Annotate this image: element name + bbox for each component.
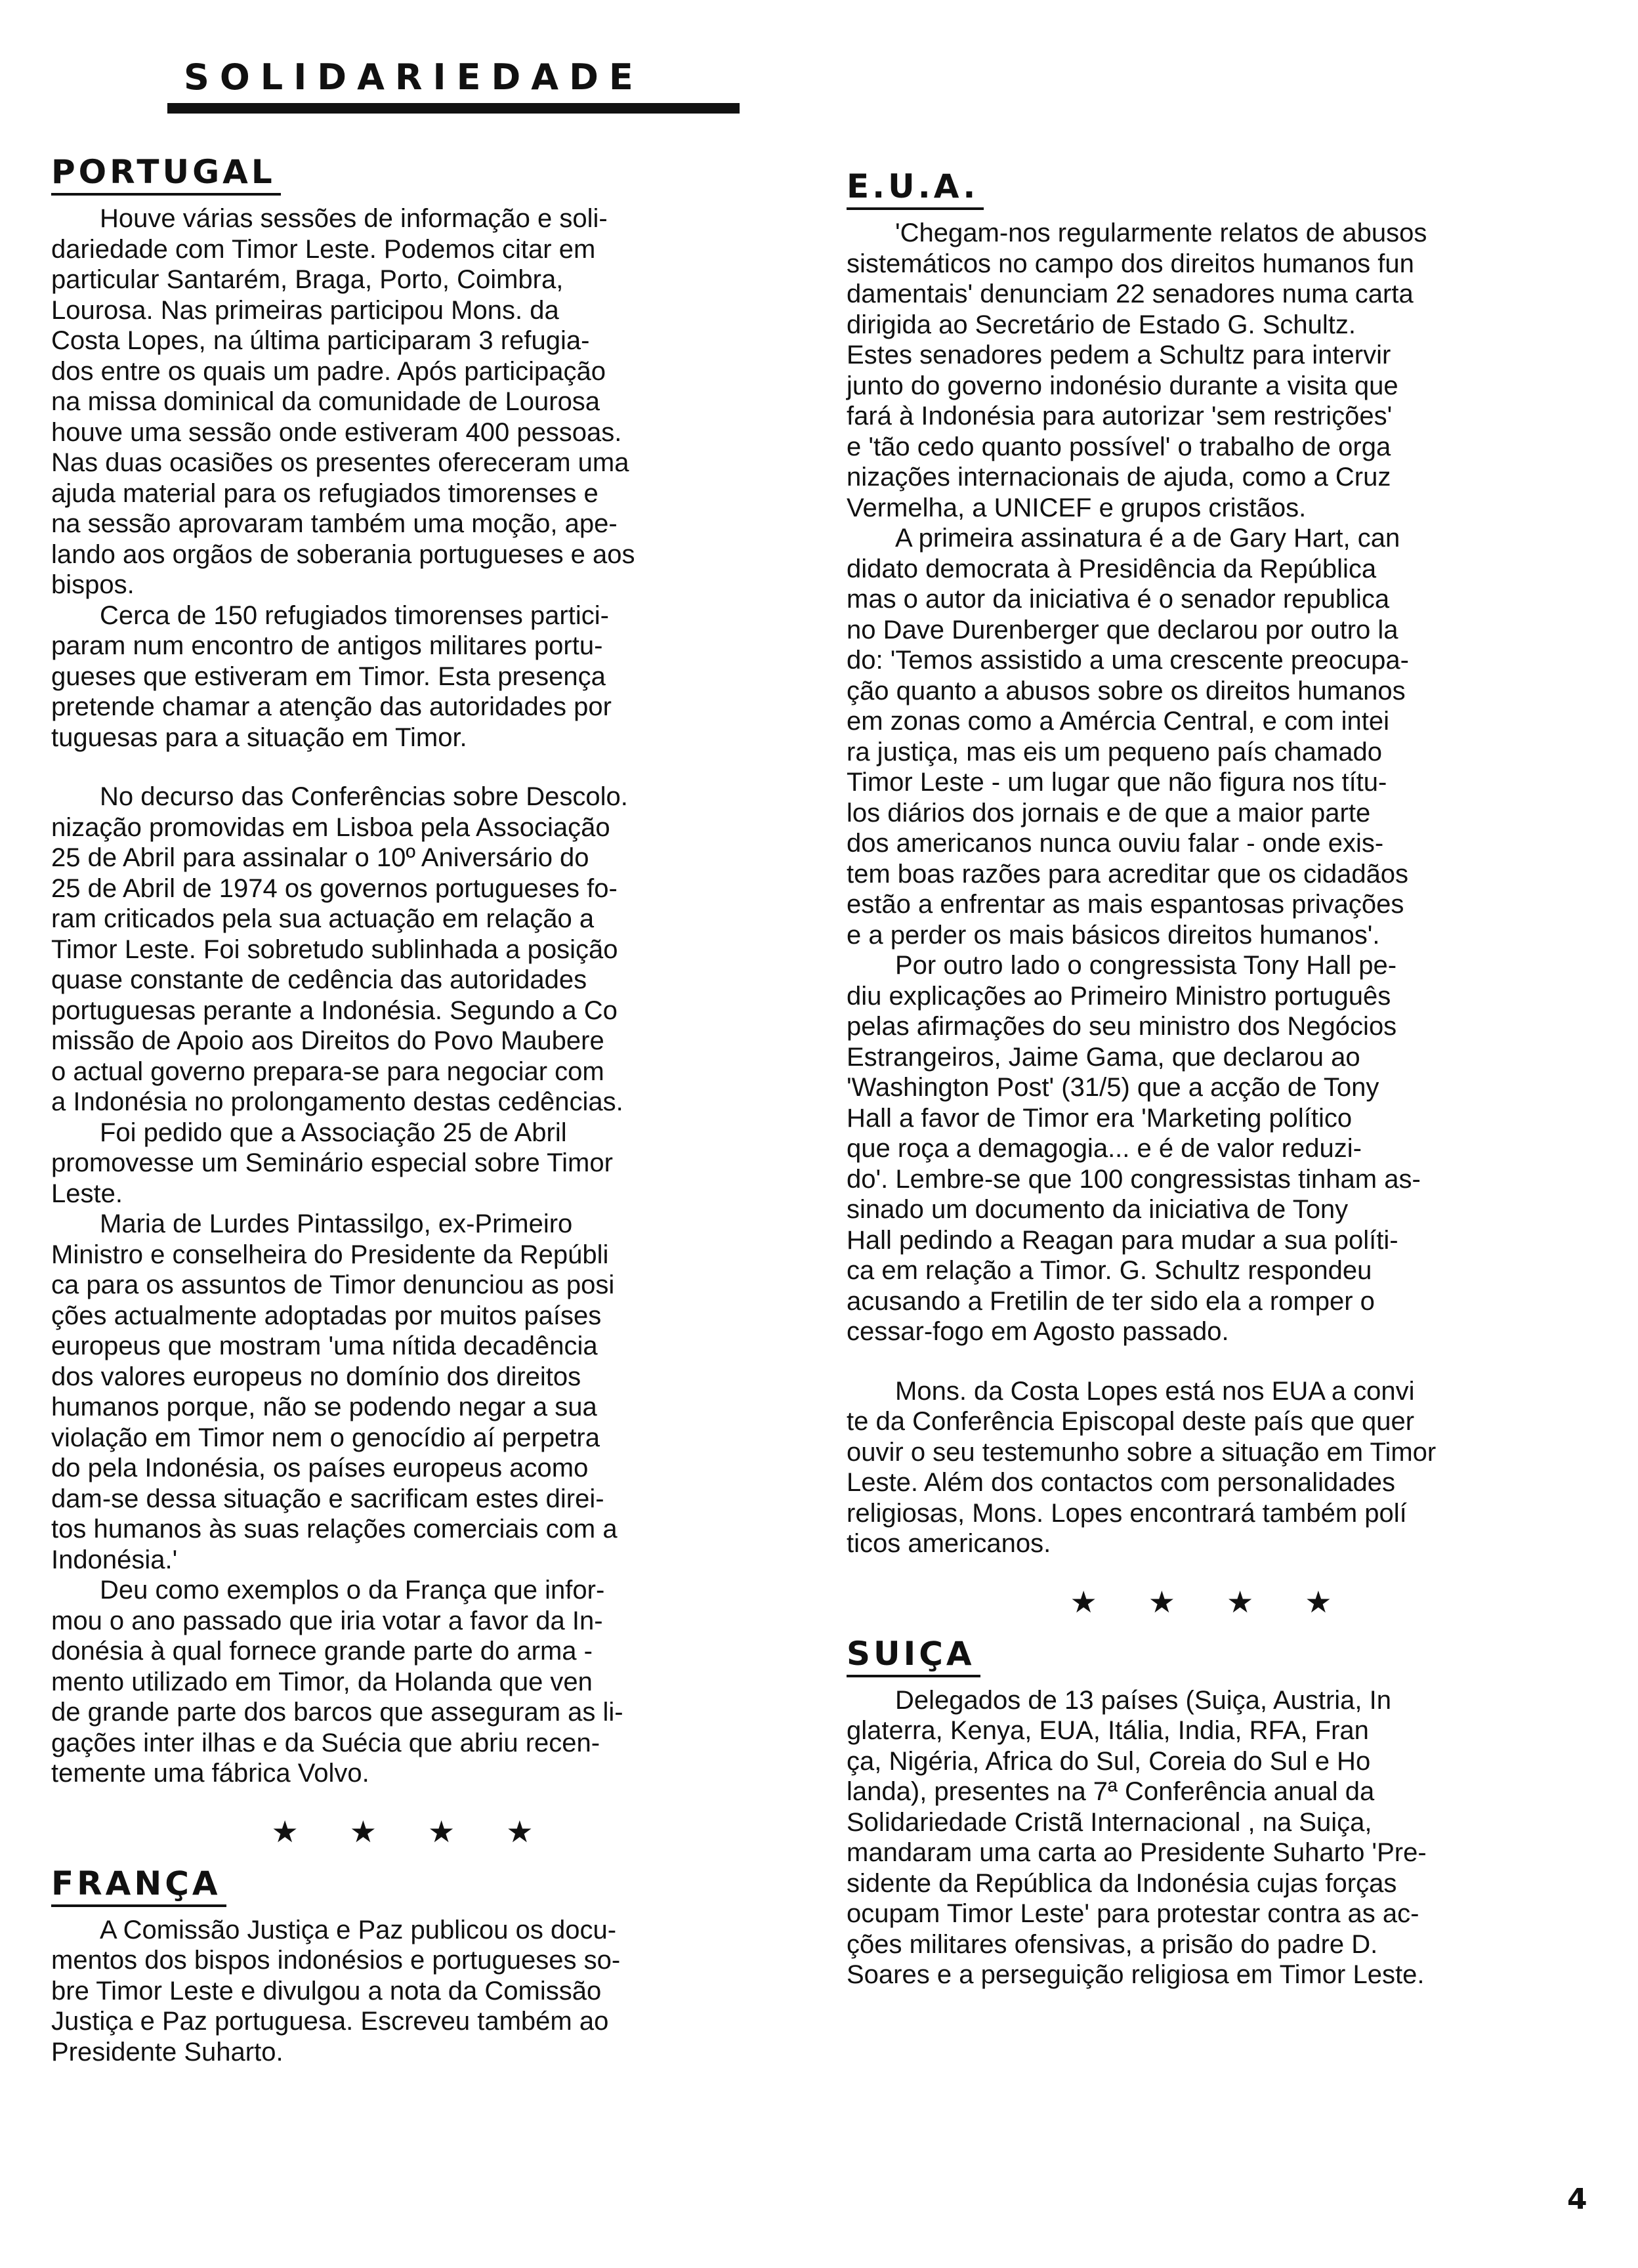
- star-icon: ★: [428, 1814, 455, 1849]
- paragraph: Deu como exemplos o da França que infor- mou o ano passado que iria votar a favor da In- donésia à qual fornece grande parte do arma - mento utilizado em Timor, da Holanda que ven de grande parte dos barcos que asseguram as li- gações inter ilhas e da Suécia que abriu recen- temente uma fábrica Volvo.: [51, 1576, 623, 1788]
- paragraph: 'Chegam-nos regularmente relatos de abusos sistemáticos no campo dos direitos humanos fun damentais' denunciam 22 senadores numa carta dirigida ao Secretário de Estado G. Schultz. Estes senadores pedem a Schultz para intervir junto do governo indonésio durante a visita que fará à Indonésia para autorizar 'sem restrições' e 'tão cedo quanto possível' o trabalho de orga nizações internacionais de ajuda, como a Cruz Vermelha, a UNICEF e grupos cristãos.: [847, 219, 1427, 522]
- star-icon: ★: [1227, 1584, 1254, 1619]
- section-suica: [847, 1634, 1555, 1990]
- paragraph: No decurso das Conferências sobre Descolo. nização promovidas em Lisboa pela Associação 25 de Abril para assinalar o 10º Aniversário do 25 de Abril de 1974 os governos portugueses fo- ram criticados pela sua actuação em relação a Timor Leste. Foi sobretudo sublinhada a posição quase constante de cedência das autoridades portuguesas perante a Indonésia. Segundo a Co missão de Apoio aos Direitos do Povo Maubere o actual governo prepara-se para negociar com a Indonésia no prolongamento destas cedências.: [51, 782, 628, 1116]
- star-icon: ★: [271, 1814, 299, 1849]
- section-franca: [51, 1864, 753, 2068]
- left-column: [51, 152, 753, 2067]
- section-heading-suica: SUIÇA: [847, 1634, 980, 1677]
- star-separator: [847, 1586, 1555, 1618]
- right-column: [847, 167, 1555, 1990]
- star-icon: ★: [1070, 1584, 1097, 1619]
- star-separator: [51, 1815, 753, 1848]
- section-heading-eua: E.U.A.: [847, 167, 984, 210]
- paragraph: Maria de Lurdes Pintassilgo, ex-Primeiro Ministro e conselheira do Presidente da Repúbli ca para os assuntos de Timor denunciou as posi ções actualmente adoptadas por muitos países europeus que mostram 'uma nítida decadência dos valores europeus no domínio dos direitos humanos porque, não se podendo negar a sua violação em Timor nem o genocídio aí perpetra do pela Indonésia, os países europeus acomo dam-se dessa situação e sacrificam estes direi- tos humanos às suas relações comerciais com a Indonésia.': [51, 1209, 618, 1574]
- paragraph: Mons. da Costa Lopes está nos EUA a convi te da Conferência Episcopal deste país que quer ouvir o seu testemunho sobre a situação em Timor Leste. Além dos contactos com personalidades religiosas, Mons. Lopes encontrará também polí ticos americanos.: [847, 1376, 1437, 1558]
- star-icon: ★: [1148, 1584, 1175, 1619]
- paragraph: Delegados de 13 países (Suiça, Austria, In glaterra, Kenya, EUA, Itália, India, RFA, Fran ça, Nigéria, Africa do Sul, Coreia do Sul e Ho landa), presentes na 7ª Conferência anual da Solidariedade Cristã Internacional , na Suiça, mandaram uma carta ao Presidente Suharto 'Pre- sidente da República da Indonésia cujas forças ocupam Timor Leste' para protestar contra as ac- ções militares ofensivas, a prisão do padre D. Soares e a perseguição religiosa em Timor Leste.: [847, 1685, 1427, 1989]
- star-icon: ★: [349, 1814, 377, 1849]
- paragraph: Foi pedido que a Associação 25 de Abril promovesse um Seminário especial sobre Timor Leste.: [51, 1118, 613, 1208]
- paragraph: Houve várias sessões de informação e soli- dariedade com Timor Leste. Podemos citar em particular Santarém, Braga, Porto, Coimbra, Lourosa. Nas primeiras participou Mons. da Costa Lopes, na última participaram 3 refugia- dos entre os quais um padre. Após participação na missa dominical da comunidade de Lourosa houve uma sessão onde estiveram 400 pessoas. Nas duas ocasiões os presentes ofereceram uma ajuda material para os refugiados timorenses e na sessão aprovaram também uma moção, ape- lando aos orgãos de soberania portugueses e aos bispos.: [51, 204, 635, 599]
- paragraph: A primeira assinatura é a de Gary Hart, can didato democrata à Presidência da República mas o autor da iniciativa é o senador republica no Dave Durenberger que declarou por outro la do: 'Temos assistido a uma crescente preocupa- ção quanto a abusos sobre os direitos humanos em zonas como a Amércia Central, e com intei ra justiça, mas eis um pequeno país chamado Timor Leste - um lugar que não figura nos títu- los diários dos jornais e de que a maior parte dos americanos nunca ouviu falar - onde exis- tem boas razões para acreditar que os cidadãos estão a enfrentar as mais espantosas privações e a perder os mais básicos direitos humanos'.: [847, 524, 1409, 950]
- section-heading-franca: FRANÇA: [51, 1864, 226, 1907]
- page-number: 4: [1567, 2183, 1587, 2216]
- section-eua: [847, 167, 1555, 1559]
- paragraph: Cerca de 150 refugiados timorenses partici- param num encontro de antigos militares portu- gueses que estiveram em Timor. Esta presença pretende chamar a atenção das autoridades por tuguesas para a situação em Timor.: [51, 600, 612, 752]
- star-icon: ★: [506, 1814, 534, 1849]
- masthead: [167, 58, 644, 97]
- section-heading-portugal: PORTUGAL: [51, 152, 281, 196]
- paragraph: Por outro lado o congressista Tony Hall pe- diu explicações ao Primeiro Ministro português pelas afirmações do seu ministro dos Negócios Estrangeiros, Jaime Gama, que declarou ao 'Washington Post' (31/5) que a acção de Tony Hall a favor de Timor era 'Marketing político que roça a demagogia... e é de valor reduzi- do'. Lembre-se que 100 congressistas tinham as- sinado um documento da iniciativa de Tony Hall pedindo a Reagan para mudar a sua políti- ca em relação a Timor. G. Schultz respondeu acusando a Fretilin de ter sido ela a romper o cessar-fogo em Agosto passado.: [847, 951, 1421, 1346]
- star-icon: ★: [1305, 1584, 1332, 1619]
- paragraph: A Comissão Justiça e Paz publicou os docu- mentos dos bispos indonésios e portugueses so- bre Timor Leste e divulgou a nota da Comissão Justiça e Paz portuguesa. Escreveu também ao Presidente Suharto.: [51, 1915, 621, 2067]
- masthead-rule: [167, 103, 740, 114]
- masthead-title: SOLIDARIEDADE: [184, 56, 644, 98]
- section-portugal: [51, 152, 753, 1789]
